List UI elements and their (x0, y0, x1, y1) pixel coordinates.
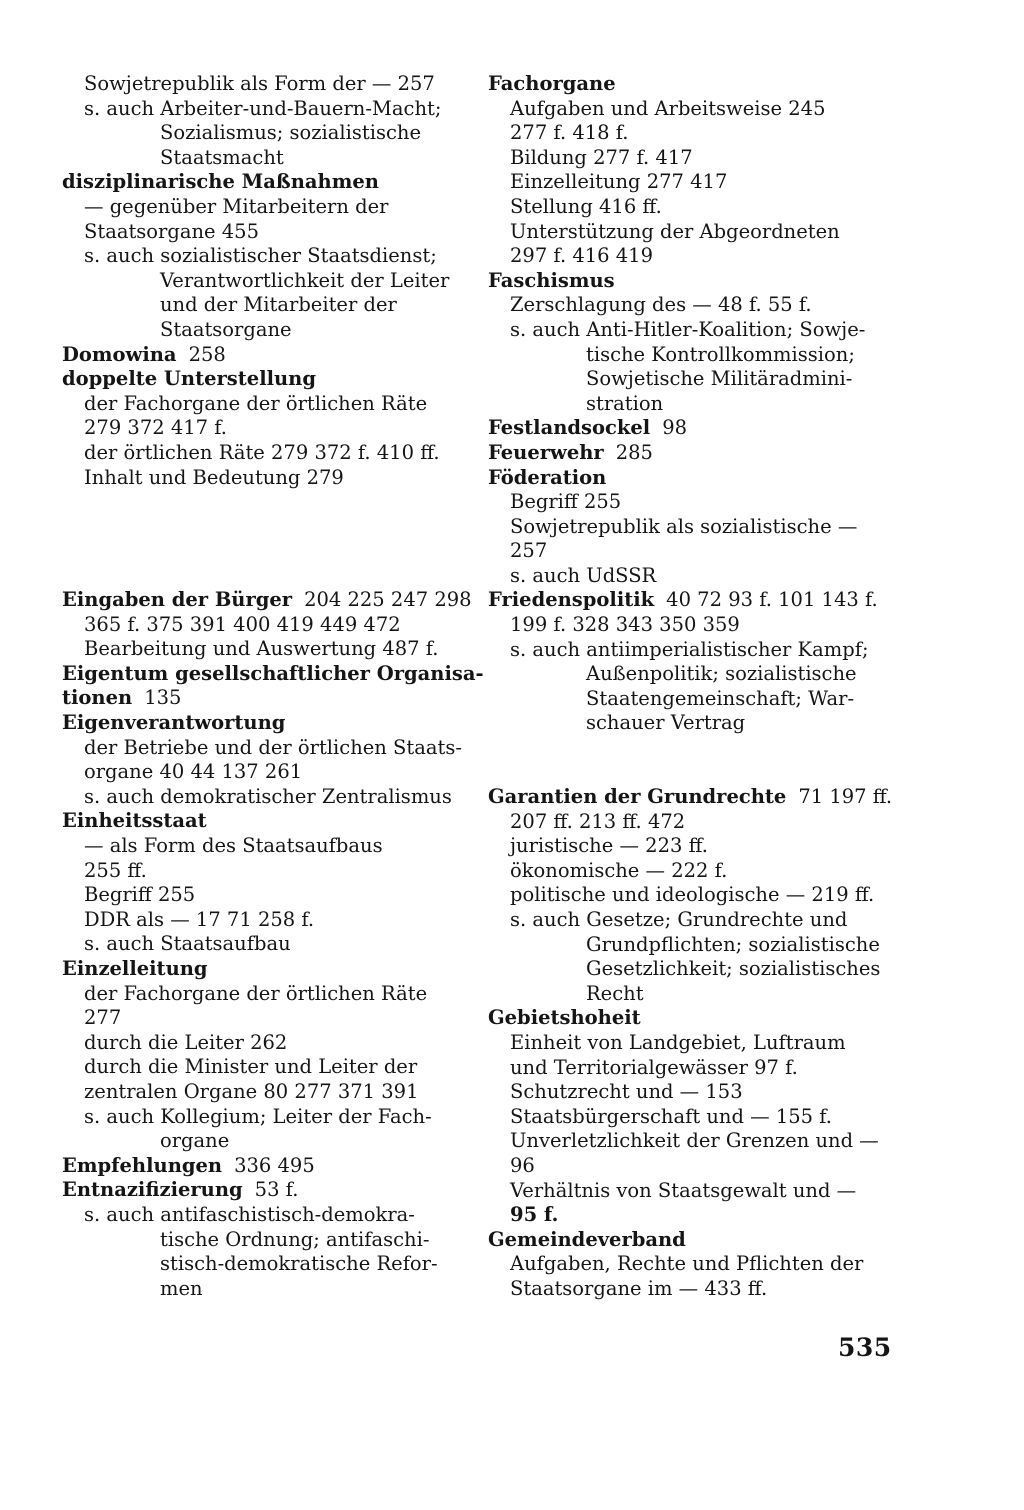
index-subentry: s. auch Gesetze; Grundrechte und (510, 908, 848, 931)
index-subentry: Stellung 416 ff. (510, 194, 662, 218)
index-subentry: Aufgaben, Rechte und Pflichten der (510, 1252, 864, 1276)
index-heading (62, 809, 472, 834)
index-continuation: men (160, 1276, 203, 1300)
index-subentry: Aufgaben und Arbeitsweise 245 (510, 96, 826, 120)
index-subentry: — als Form des Staatsaufbaus (84, 834, 383, 858)
index-subentry: 365 f. 375 391 400 419 449 472 (84, 612, 401, 636)
index-subentry: Zerschlagung des — 48 f. 55 f. (510, 293, 812, 317)
index-heading (488, 441, 908, 466)
index-continuation: schauer Vertrag (586, 711, 746, 735)
index-heading-term: Empfehlungen (62, 1153, 223, 1177)
index-heading (62, 661, 484, 687)
index-subentry: 255 ff. (84, 858, 147, 882)
index-heading-pages: 204 225 247 298 (304, 588, 472, 612)
index-heading-term: Fachorgane (488, 72, 616, 95)
index-subentry: s. auch Anti-Hitler-Koalition; Sowje- (510, 317, 866, 341)
index-subentry: durch die Minister und Leiter der (84, 1055, 418, 1079)
index-subentry: politische und ideologische — 219 ff. (510, 883, 875, 907)
index-column-left (62, 72, 484, 1301)
index-subentry: organe 40 44 137 261 (84, 760, 303, 784)
index-subentry: der Fachorgane der örtlichen Räte (84, 981, 428, 1005)
index-continuation: Sowjetische Militäradmini- (586, 367, 853, 391)
index-subentry: Bildung 277 f. 417 (510, 145, 693, 169)
index-subentry: 257 (510, 539, 548, 563)
index-subentry: ökonomische — 222 f. (510, 858, 728, 882)
index-subentry: Staatsbürgerschaft und — 155 f. (510, 1104, 832, 1128)
index-heading (62, 1178, 472, 1203)
index-heading-term: Einheitsstaat (62, 809, 207, 833)
index-subentry: s. auch Arbeiter-und-Bauern-Macht; (84, 96, 442, 120)
index-subentry: 277 f. 418 f. (510, 121, 629, 145)
index-heading (62, 170, 472, 195)
index-subentry: zentralen Organe 80 277 371 391 (84, 1079, 419, 1103)
index-subentry: s. auch demokratischer Zentralismus (84, 784, 452, 808)
index-heading (488, 1006, 908, 1031)
index-subentry: s. auch UdSSR (510, 563, 657, 587)
index-subentry: der örtlichen Räte 279 372 f. 410 ff. (84, 440, 440, 464)
index-heading-pages: 71 197 ff. (798, 785, 893, 809)
index-subentry: Begriff 255 (84, 883, 196, 907)
page-number: 535 (838, 1333, 892, 1362)
column-gap (62, 490, 472, 588)
index-continuation: organe (160, 1129, 230, 1153)
index-subentry: durch die Leiter 262 (84, 1030, 288, 1054)
index-heading (488, 269, 908, 294)
index-continuation: und der Mitarbeiter der (160, 293, 397, 317)
index-subentry: 95 f. (510, 1203, 559, 1227)
index-heading (488, 72, 908, 97)
index-subentry: s. auch Staatsaufbau (84, 932, 291, 956)
index-subentry: Sowjetrepublik als sozialistische — (510, 514, 858, 538)
index-subentry: 279 372 417 f. (84, 416, 227, 440)
index-heading-term: Gemeindeverband (488, 1227, 686, 1251)
index-subentry: DDR als — 17 71 258 f. (84, 907, 315, 931)
index-heading (62, 1154, 472, 1179)
index-subentry: der Betriebe und der örtlichen Staats- (84, 735, 462, 759)
index-subentry: s. auch Kollegium; Leiter der Fach- (84, 1104, 432, 1128)
index-subentry: — gegenüber Mitarbeitern der (84, 194, 389, 218)
index-subentry: Begriff 255 (510, 490, 622, 514)
index-heading (488, 785, 908, 810)
index-heading (488, 466, 908, 491)
index-heading-pages: 258 (188, 342, 226, 366)
index-continuation: Grundpflichten; sozialistische (586, 932, 880, 956)
index-continuation: Recht (586, 981, 644, 1005)
index-subentry: s. auch antifaschistisch-demokra- (84, 1202, 415, 1226)
index-heading (62, 957, 472, 982)
index-continuation: Staatsmacht (160, 145, 284, 169)
index-heading-term: Eingaben der Bürger (62, 588, 293, 612)
index-heading-pages: 98 (662, 416, 688, 440)
index-heading (62, 343, 472, 368)
index-heading-term: Faschismus (488, 268, 615, 292)
index-subentry: 199 f. 328 343 350 359 (510, 613, 740, 637)
index-subentry: der Fachorgane der örtlichen Räte (84, 391, 428, 415)
column-gap (488, 736, 908, 785)
index-subentry: juristische — 223 ff. (510, 834, 708, 858)
index-continuation: stration (586, 391, 664, 415)
index-continuation: tische Ordnung; antifaschi- (160, 1227, 430, 1251)
index-heading (62, 588, 472, 613)
index-subentry: Unterstützung der Abgeordneten (510, 219, 840, 243)
index-subentry: Staatsorgane im — 433 ff. (510, 1276, 768, 1300)
index-subentry: 277 (84, 1006, 122, 1030)
index-heading-term: Eigentum gesellschaftlicher Organisa- (62, 661, 484, 685)
index-subentry: Bearbeitung und Auswertung 487 f. (84, 637, 439, 661)
index-heading (62, 686, 472, 711)
index-subentry: 297 f. 416 419 (510, 244, 653, 268)
index-continuation: Verantwortlichkeit der Leiter (160, 268, 450, 292)
index-subentry: Staatsorgane 455 (84, 219, 259, 243)
index-column-right (488, 72, 908, 1302)
index-subentry: 96 (510, 1153, 535, 1177)
index-subentry: Sowjetrepublik als Form der — 257 (84, 72, 435, 95)
index-heading-pages: 336 495 (234, 1153, 315, 1177)
index-heading (62, 711, 472, 736)
index-continuation: Staatsorgane (160, 317, 292, 341)
index-heading-term: Einzelleitung (62, 957, 208, 980)
index-continuation: Sozialismus; sozialistische (160, 121, 422, 145)
index-continuation: Außenpolitik; sozialistische (586, 662, 857, 686)
index-heading-term: disziplinarische Maßnahmen (62, 170, 379, 194)
index-heading (488, 1228, 908, 1253)
index-continuation: tische Kontrollkommission; (586, 342, 855, 366)
index-subentry: Einzelleitung 277 417 (510, 170, 728, 194)
index-heading-term: Garantien der Grundrechte (488, 785, 787, 809)
index-heading-term: Domowina (62, 342, 177, 366)
index-heading-term: doppelte Unterstellung (62, 367, 316, 391)
index-heading-term: Eigenverantwortung (62, 711, 286, 735)
index-subentry: und Territorialgewässer 97 f. (510, 1055, 798, 1079)
index-heading-term: Gebietshoheit (488, 1006, 641, 1030)
index-subentry: Inhalt und Bedeutung 279 (84, 465, 344, 489)
index-heading-term: Feuerwehr (488, 440, 604, 464)
index-subentry: Unverletzlichkeit der Grenzen und — (510, 1129, 879, 1153)
index-subentry: Einheit von Landgebiet, Luftraum (510, 1030, 846, 1054)
index-continuation: stisch-demokratische Refor- (160, 1252, 438, 1276)
index-heading (62, 367, 472, 392)
index-continuation: Gesetzlichkeit; sozialistisches (586, 957, 881, 981)
index-heading-pages: 53 f. (254, 1178, 299, 1202)
index-subentry: Verhältnis von Staatsgewalt und — (510, 1178, 857, 1202)
index-heading-pages: 285 (615, 440, 653, 464)
index-heading-pages: 40 72 93 f. 101 143 f. (666, 588, 878, 612)
index-heading (488, 588, 908, 613)
index-continuation: Staatengemeinschaft; War- (586, 686, 855, 710)
index-heading-term: tionen (62, 686, 133, 710)
index-heading-term: Festlandsockel (488, 416, 651, 440)
index-heading-term: Entnazifizierung (62, 1178, 243, 1202)
index-heading-term: Föderation (488, 465, 607, 489)
index-heading-term: Friedenspolitik (488, 588, 655, 612)
index-subentry: s. auch antiimperialistischer Kampf; (510, 637, 869, 661)
index-heading (488, 416, 908, 441)
index-subentry: 207 ff. 213 ff. 472 (510, 809, 686, 833)
index-subentry: s. auch sozialistischer Staatsdienst; (84, 244, 437, 268)
index-heading-pages: 135 (144, 686, 182, 710)
index-subentry: Schutzrecht und — 153 (510, 1080, 743, 1104)
